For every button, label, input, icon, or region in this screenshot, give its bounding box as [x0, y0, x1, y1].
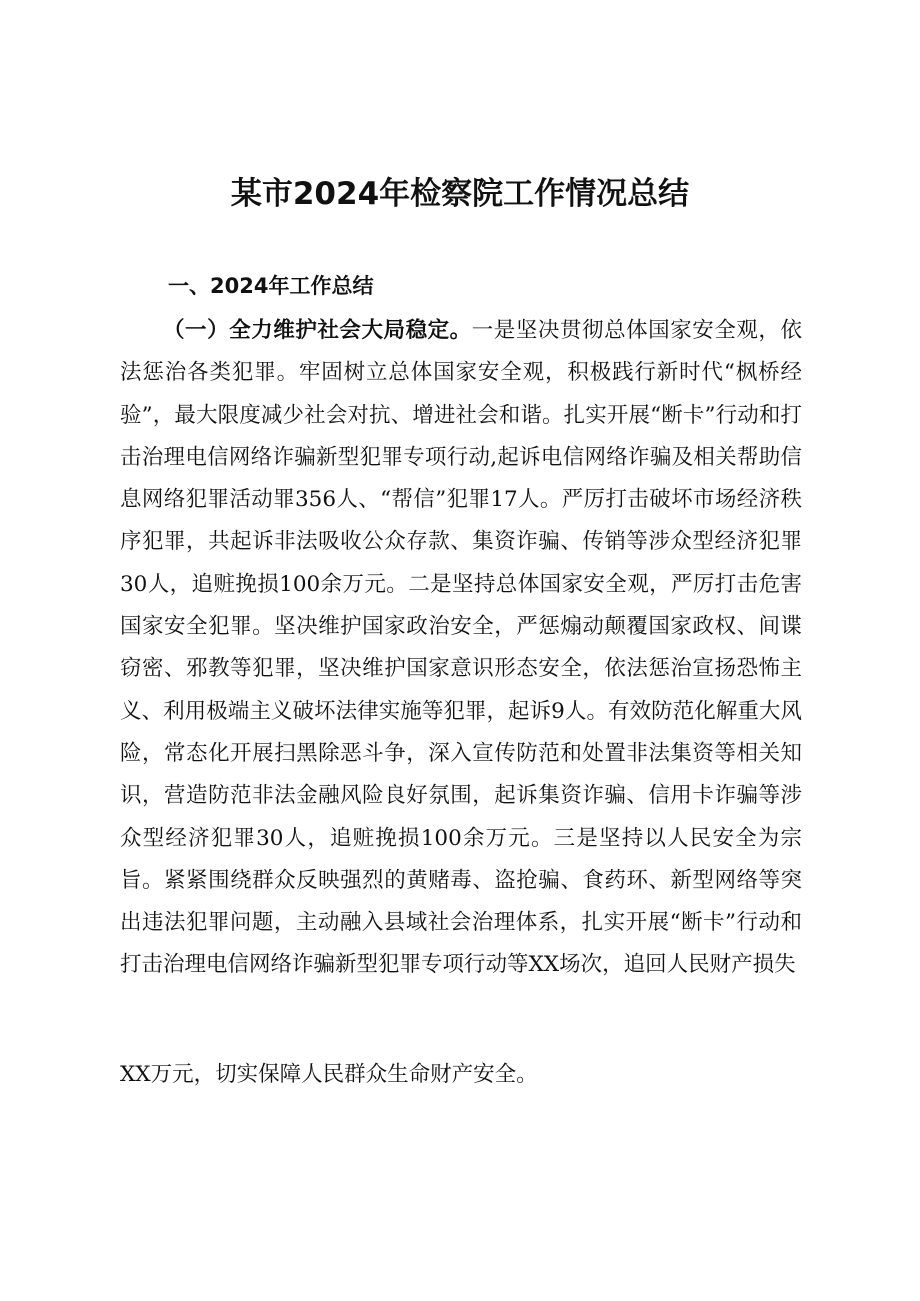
- document-title: 某市2024年检察院工作情况总结: [230, 176, 690, 212]
- section-heading: 一、2024年工作总结: [168, 274, 374, 298]
- paragraph-text: 一是坚决贯彻总体国家安全观，依法惩治各类犯罪。牢固树立总体国家安全观，积极践行新时代“枫桥经验”，最大限度减少社会对抗、增进社会和谐。扎实开展“断卡”行动和打击治理电信网络诈骗新型犯罪专项行动,起诉电信网络诈骗及相关帮助信息网络犯罪活动罪356人、“帮信”犯罪17人。严厉打击破坏市场经济秩序犯罪，共起诉非法吸收公众存款、集资诈骗、传销等涉众型经济犯罪30人，追赃挽损100余万元。二是坚持总体国家安全观，严厉打击危害国家安全犯罪。坚决维护国家政治安全，严惩煽动颠覆国家政权、间谍窃密、邪教等犯罪，坚决维护国家意识形态安全，依法惩治宣扬恐怖主义、利用极端主义破坏法律实施等犯罪，起诉9人。有效防范化解重大风险，常态化开展扫黑除恶斗争，深入宣传防范和处置非法集资等相关知识，营造防范非法金融风险良好氛围，起诉集资诈骗、信用卡诈骗等涉众型经济犯罪30人，追赃挽损100余万元。三是坚持以人民安全为宗旨。紧紧围绕群众反映强烈的黄赌毒、盗抢骗、食药环、新型网络等突出违法犯罪问题，主动融入县域社会治理体系，扎实开展“断卡”行动和打击治理电信网络诈骗新型犯罪专项行动等XX场次，追回人民财产损失: [120, 318, 802, 978]
- paragraph-tail: XX万元，切实保障人民群众生命财产安全。: [120, 1062, 538, 1087]
- body-paragraph: [120, 310, 802, 987]
- paragraph-lead: （一）全力维护社会大局稳定。: [163, 318, 472, 343]
